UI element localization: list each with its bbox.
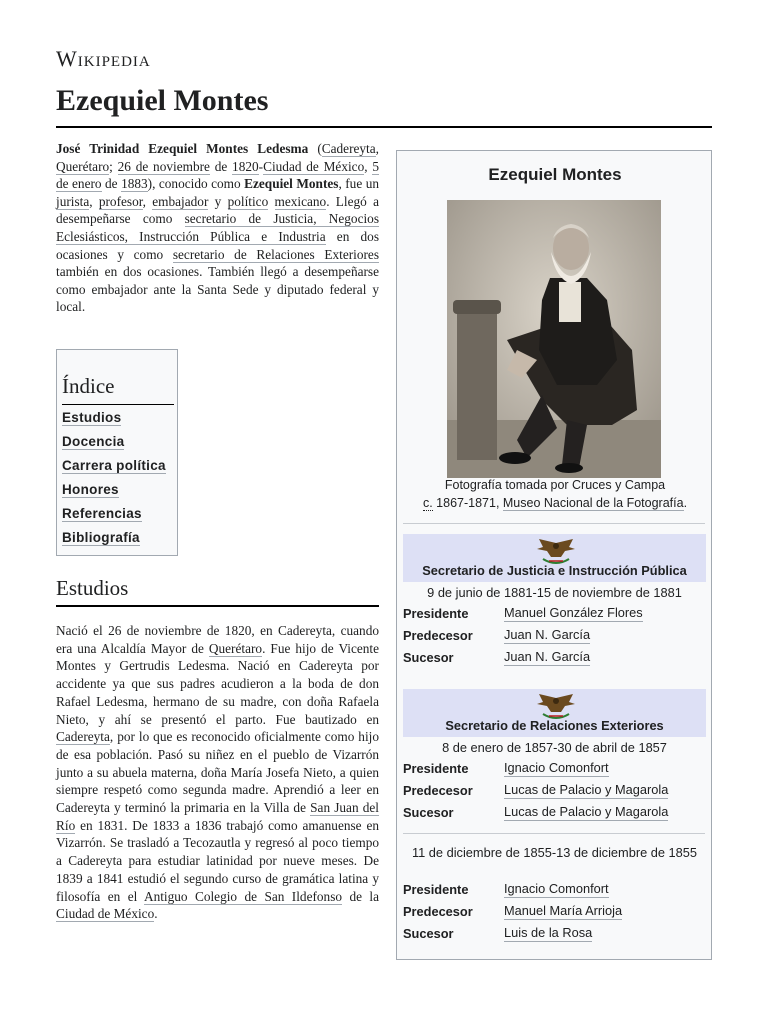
row-link[interactable]: Lucas de Palacio y Magarola (504, 804, 669, 819)
row-predecesor (403, 626, 706, 646)
infobox-divider (403, 523, 705, 524)
section-body-estudios (56, 622, 379, 923)
lead-text: , (89, 193, 99, 209)
museo-link[interactable]: Museo Nacional de la Fotografía (502, 495, 684, 510)
body-link[interactable]: Cadereyta (56, 729, 110, 745)
row-predecesor (403, 902, 706, 922)
body-text: . (154, 906, 158, 922)
body-link[interactable]: Ciudad de México (56, 906, 155, 922)
portrait-caption (397, 477, 713, 512)
page-title: Ezequiel Montes (56, 84, 269, 117)
lead-link[interactable]: profesor (98, 193, 143, 209)
lead-text: y (208, 193, 228, 209)
lead-bold-text: Ezequiel Montes (244, 176, 339, 192)
toc-item-carrera-politica[interactable]: Carrera política (62, 458, 166, 473)
row-key: Predecesor (403, 628, 473, 643)
lead-link[interactable]: 1820 (232, 158, 259, 174)
row-link[interactable]: Manuel González Flores (504, 605, 643, 620)
coat-of-arms-icon (535, 537, 577, 565)
row-key: Predecesor (403, 783, 473, 798)
lead-bold-text: José Trinidad Ezequiel Montes Ledesma (56, 141, 309, 156)
lead-text: de (101, 176, 122, 192)
office-header-relaciones (403, 689, 706, 737)
portrait-photo[interactable] (447, 200, 661, 478)
lead-text (268, 194, 274, 209)
toc-item-honores[interactable]: Honores (62, 482, 119, 497)
caption-end: . (683, 495, 688, 510)
infobox-title: Ezequiel Montes (488, 165, 622, 184)
lead-text: , (364, 158, 373, 174)
row-key: Sucesor (403, 926, 454, 941)
lead-text: ( (308, 141, 322, 156)
lead-link[interactable]: 26 de noviembre (117, 158, 210, 174)
office-name: Secretario de Justicia e Instrucción Pública (422, 563, 687, 578)
row-sucesor (403, 924, 706, 944)
section-heading-estudios: Estudios (56, 576, 129, 600)
toc-divider (62, 404, 174, 405)
row-sucesor (403, 648, 706, 668)
lead-text: también en dos ocasiones. También llegó a desempeñarse como embajador ante la Santa Sede y diputado federal y local. (56, 264, 379, 315)
row-link[interactable]: Luis de la Rosa (504, 925, 593, 940)
lead-text: , (375, 141, 379, 156)
table-of-contents (56, 349, 178, 556)
office-dates: 9 de junio de 1881-15 de noviembre de 1881 (427, 585, 682, 600)
lead-paragraph (56, 140, 379, 316)
caption-years: 1867-1871, (432, 495, 503, 510)
row-sucesor (403, 803, 706, 823)
lead-text: en dos ocasiones y como (56, 228, 379, 262)
row-link[interactable]: Juan N. García (504, 649, 591, 664)
lead-text: , (142, 193, 153, 209)
toc-item-docencia[interactable]: Docencia (62, 434, 125, 449)
office-dates: 8 de enero de 1857-30 de abril de 1857 (442, 740, 667, 755)
row-link[interactable]: Ignacio Comonfort (504, 881, 609, 896)
lead-link[interactable]: mexicano (274, 193, 327, 209)
toc-title: Índice (62, 374, 115, 398)
lead-link[interactable]: Querétaro (56, 158, 110, 174)
toc-item-estudios[interactable]: Estudios (62, 410, 122, 425)
lead-link[interactable]: Ciudad de México (263, 158, 365, 174)
coat-of-arms-icon (535, 692, 577, 720)
lead-link[interactable]: Cadereyta (321, 141, 376, 156)
circa-abbr: c. (422, 495, 433, 510)
body-text: . Fue hijo de Vicente Montes y Gertrudis Ledesma. Nació en Cadereyta por accidente ya que sus padres acudieron a la boda de don Rafael Ledesma, hermano de su madre, con doña Rafaela Nieto, y ahí se presentó el parto. Fue bautizado en (56, 640, 380, 727)
lead-link[interactable]: 5 de enero (56, 158, 379, 192)
lead-link[interactable]: jurista (56, 193, 90, 209)
toc-item-bibliografia[interactable]: Bibliografía (62, 530, 140, 545)
lead-link[interactable]: político (227, 193, 269, 209)
row-link[interactable]: Ignacio Comonfort (504, 760, 609, 775)
body-text: Nació el 26 de noviembre de 1820, en Cadereyta, cuando era una Alcaldía Mayor de (56, 623, 379, 656)
row-presidente (403, 759, 706, 779)
lead-link[interactable]: secretario de Justicia, Negocios Eclesiásticos, Instrucción Pública e Industria (56, 211, 379, 244)
office-name: Secretario de Relaciones Exteriores (445, 718, 664, 733)
lead-text: - (258, 158, 264, 174)
row-predecesor (403, 781, 706, 801)
infobox (396, 150, 712, 960)
row-presidente (403, 604, 706, 624)
row-link[interactable]: Juan N. García (504, 627, 591, 642)
toc-item-referencias[interactable]: Referencias (62, 506, 142, 521)
lead-link[interactable]: embajador (152, 193, 209, 209)
row-link[interactable]: Manuel María Arrioja (504, 903, 623, 918)
lead-text: de (209, 158, 233, 174)
title-divider (56, 126, 712, 128)
section-divider (56, 605, 379, 607)
caption-line2 (397, 495, 713, 513)
body-text: de la (342, 888, 380, 904)
row-key: Sucesor (403, 805, 454, 820)
caption-line1: Fotografía tomada por Cruces y Campa (444, 478, 666, 492)
body-link[interactable]: Querétaro (208, 640, 263, 656)
toc-list (62, 408, 166, 552)
body-text: en 1831. De 1833 a 1836 trabajó como amanuense en Vizarrón. Se trasladó a Tecozautla y regresó al poco tiempo a Cadereyta para estudiar latinidad por nueve meses. De 1839 a 1841 estudió el segundo curso de gramática latina y filosofía en el (56, 817, 379, 904)
infobox-divider (403, 833, 705, 834)
lead-text: . Llegó a desempeñarse como (56, 193, 380, 227)
lead-text: ; (109, 158, 118, 174)
body-link[interactable]: San Juan del Río (56, 800, 380, 833)
row-key: Predecesor (403, 904, 473, 919)
row-key: Sucesor (403, 650, 454, 665)
office-header-justicia (403, 534, 706, 582)
row-link[interactable]: Lucas de Palacio y Magarola (504, 782, 669, 797)
office-dates: 11 de diciembre de 1855-13 de diciembre de 1855 (411, 845, 698, 860)
lead-link[interactable]: 1883 (121, 176, 148, 192)
body-link[interactable]: Antiguo Colegio de San Ildefonso (143, 888, 343, 904)
lead-text: , fue un (338, 176, 379, 192)
row-key: Presidente (403, 882, 469, 897)
wikipedia-logo[interactable]: Wikipedia (56, 46, 151, 71)
row-presidente (403, 880, 706, 900)
lead-link[interactable]: secretario de Relaciones Exteriores (172, 246, 379, 262)
body-text: , por lo que es reconocido oficialmente como hijo de esa población. Pasó su niñez en el pueblo de Vizarrón junto a su abuela materna, doña María Josefa Nieto, a quien siempre respetó como segunda madre. Aprendió a leer en Cadereyta y terminó la primaria en la Villa de (56, 729, 379, 816)
row-key: Presidente (403, 606, 469, 621)
lead-text: ), conocido como (147, 176, 245, 192)
row-key: Presidente (403, 761, 469, 776)
